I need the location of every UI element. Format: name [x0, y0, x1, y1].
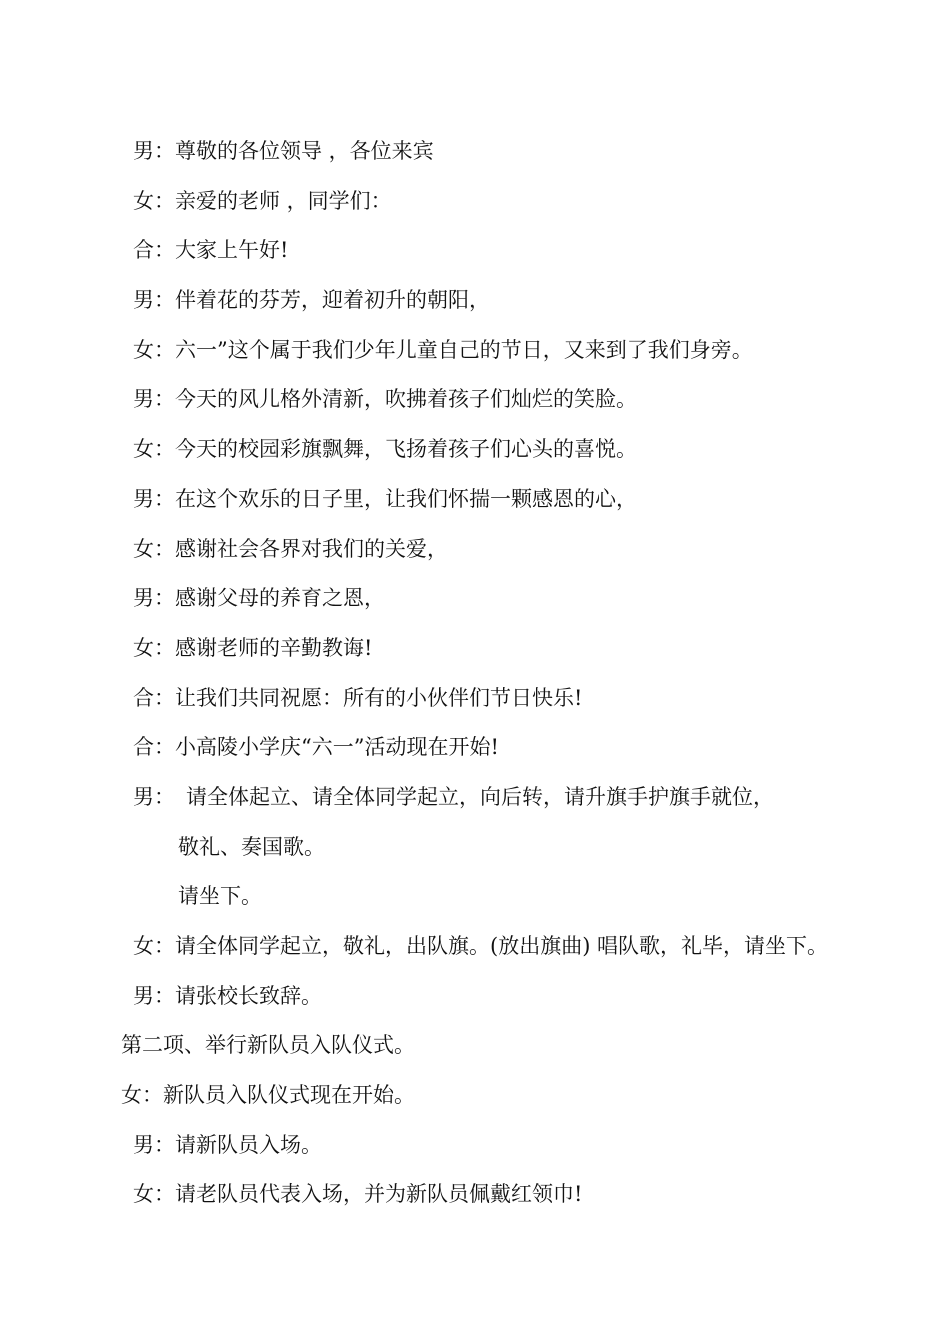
- script-line: 男：请新队员入场。: [133, 1132, 322, 1157]
- script-body: [0, 132, 950, 1225]
- script-line: 女：请全体同学起立，敬礼，出队旗。(放出旗曲) 唱队歌，礼毕，请坐下。: [133, 934, 829, 958]
- script-line: 男：今天的风儿格外清新，吹拂着孩子们灿烂的笑脸。: [133, 387, 637, 412]
- script-line: 女：新队员入队仪式现在开始。: [121, 1083, 415, 1108]
- script-line: 女：感谢社会各界对我们的关爱，: [133, 536, 448, 561]
- script-line: 女：亲爱的老师 ，同学们：: [133, 188, 392, 213]
- script-line: 女：今天的校园彩旗飘舞，飞扬着孩子们心头的喜悦。: [133, 437, 637, 462]
- script-line: 男：在这个欢乐的日子里，让我们怀揣一颗感恩的心，: [133, 486, 637, 511]
- script-line: 男：请张校长致辞。: [133, 983, 322, 1008]
- script-line: 女：感谢老师的辛勤教诲!: [133, 635, 373, 660]
- script-line: 女：六一”这个属于我们少年儿童自己的节日，又来到了我们身旁。: [133, 337, 753, 362]
- script-line: 敬礼、奏国歌。: [178, 834, 325, 859]
- script-line: 合：小高陵小学庆“六一”活动现在开始!: [133, 735, 499, 760]
- line-text: 请全体起立、请全体同学起立，向后转，请升旗手护旗手就位，: [186, 784, 774, 809]
- script-line: 合：让我们共同祝愿：所有的小伙伴们节日快乐!: [133, 685, 583, 710]
- script-line: 女：请老队员代表入场，并为新队员佩戴红领巾!: [133, 1182, 583, 1207]
- script-line: 男：尊敬的各位领导 ，各位来宾: [133, 139, 434, 163]
- section-heading: 第二项、举行新队员入队仪式。: [121, 1033, 415, 1058]
- script-line: 请坐下。: [178, 884, 262, 909]
- script-line: 男：伴着花的芬芳，迎着初升的朝阳，: [133, 288, 490, 313]
- speaker-label: 男：: [133, 784, 175, 809]
- script-line: [0, 778, 950, 828]
- script-line: 男：感谢父母的养育之恩，: [133, 586, 385, 611]
- script-line: 合：大家上午好!: [133, 238, 289, 263]
